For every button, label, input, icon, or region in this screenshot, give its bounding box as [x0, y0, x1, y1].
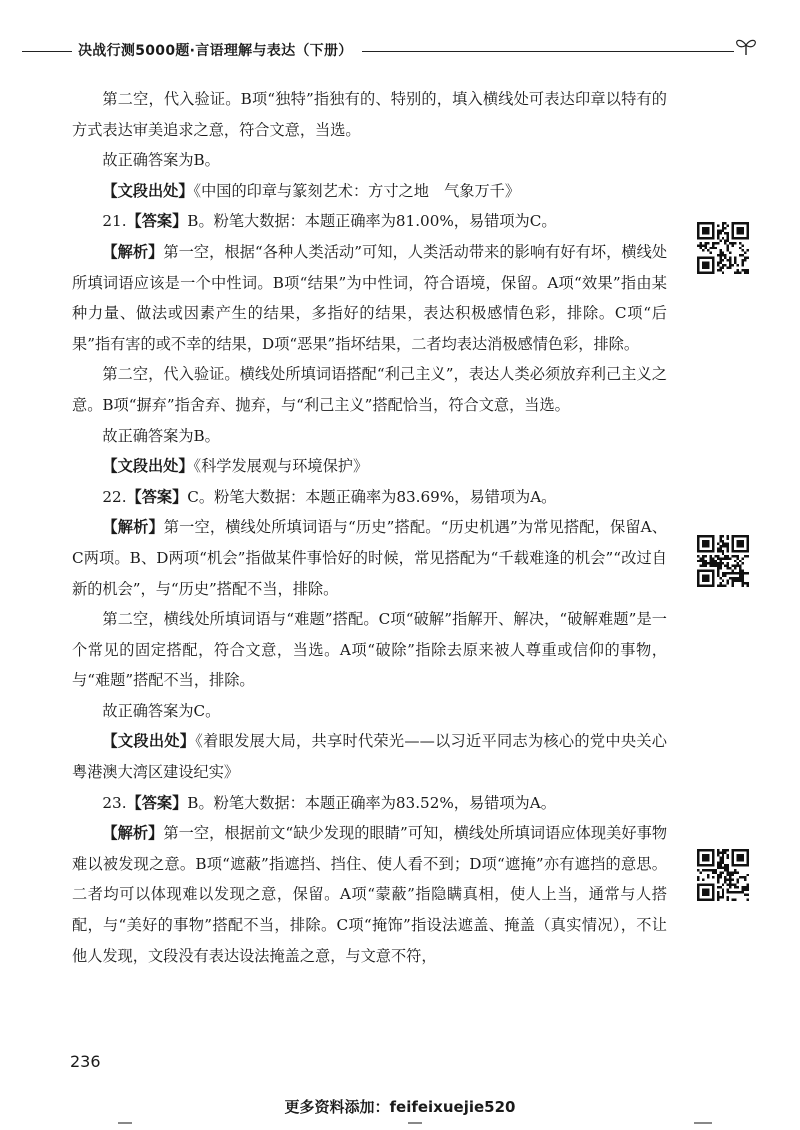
running-header — [0, 30, 800, 60]
analysis-paragraph: 【解析】第一空，横线处所填词语与“历史”搭配。“历史机遇”为常见搭配，保留A、C两项。B、D两项“机会”指做某件事恰好的时候，常见搭配为“千载难逢的机会”“改过自新的机会”，与“历史”搭配不当，排除。 — [72, 518, 667, 598]
source-tag: 【文段出处】 — [102, 732, 196, 751]
page-body — [72, 84, 667, 971]
footer-note: 更多资料添加：feifeixuejie520 — [284, 1098, 516, 1116]
source-tag: 【文段出处】 — [102, 181, 194, 200]
source-line: 【文段出处】《着眼发展大局，共享时代荣光——以习近平同志为核心的党中央关心粤港澳大湾区建设纪实》 — [72, 732, 667, 782]
qr-code-icon[interactable] — [697, 535, 749, 587]
paragraph: 故正确答案为C。 — [102, 701, 221, 720]
scan-speck — [118, 1122, 132, 1124]
answer-tag: 【答案】 — [126, 212, 188, 231]
answer-tag: 【答案】 — [126, 487, 188, 506]
qr-code-icon[interactable] — [697, 849, 749, 901]
analysis-tag: 【解析】 — [102, 824, 164, 843]
answer-line-23: 23.【答案】B。粉笔大数据：本题正确率为83.52%，易错项为A。 — [102, 793, 556, 812]
answer-line-22: 22.【答案】C。粉笔大数据：本题正确率为83.69%，易错项为A。 — [102, 487, 557, 506]
answer-tag: 【答案】 — [126, 793, 188, 812]
paragraph: 第二空，代入验证。B项“独特”指独有的、特别的，填入横线处可表达印章以特有的方式表达审美追求之意，符合文意，当选。 — [72, 90, 667, 139]
header-rule-left — [22, 51, 72, 52]
paragraph: 第二空，代入验证。横线处所填词语搭配“利己主义”，表达人类必须放弃利己主义之意。B项“摒弃”指舍弃、抛弃，与“利己主义”搭配恰当，符合文意，当选。 — [72, 365, 667, 414]
header-title: 决战行测5000题·言语理解与表达（下册） — [78, 43, 353, 59]
paragraph: 故正确答案为B。 — [102, 151, 220, 170]
scan-speck — [408, 1122, 422, 1124]
source-tag: 【文段出处】 — [102, 457, 194, 476]
qr-code-icon[interactable] — [697, 222, 749, 274]
paragraph: 第二空，横线处所填词语与“难题”搭配。C项“破解”指解开、解决，“破解难题”是一个常见的固定搭配，符合文意，当选。A项“破除”指除去原来被人尊重或信仰的事物，与“难题”搭配不当，排除。 — [72, 610, 667, 690]
scan-speck — [694, 1122, 712, 1124]
analysis-tag: 【解析】 — [102, 242, 164, 261]
sprout-icon — [734, 36, 758, 56]
analysis-paragraph: 【解析】第一空，根据前文“缺少发现的眼睛”可知，横线处所填词语应体现美好事物难以被发现之意。B项“遮蔽”指遮挡、挡住、使人看不到；D项“遮掩”亦有遮挡的意思。二者均可以体现难以发现之意，保留。A项“蒙蔽”指隐瞒真相，使人上当，通常与人搭配，与“美好的事物”搭配不当，排除。C项“掩饰”指设法遮盖、掩盖（真实情况），不让他人发现，文段没有表达设法掩盖之意，与文意不符， — [72, 824, 668, 965]
analysis-tag: 【解析】 — [102, 518, 164, 537]
answer-line-21: 21.【答案】B。粉笔大数据：本题正确率为81.00%，易错项为C。 — [102, 212, 557, 231]
header-rule-right — [362, 51, 734, 52]
analysis-paragraph: 【解析】第一空，根据“各种人类活动”可知，人类活动带来的影响有好有坏，横线处所填词语应该是一个中性词。B项“结果”为中性词，符合语境，保留。A项“效果”指由某种力量、做法或因素产生的结果，多指好的结果，表达积极感情色彩，排除。C项“后果”指有害的或不幸的结果，D项“恶果”指坏结果，二者均表达消极感情色彩，排除。 — [72, 242, 668, 353]
source-line: 【文段出处】《中国的印章与篆刻艺术：方寸之地 气象万千》 — [102, 181, 521, 200]
source-line: 【文段出处】《科学发展观与环境保护》 — [102, 457, 369, 476]
paragraph: 故正确答案为B。 — [102, 426, 220, 445]
page-number: 236 — [70, 1052, 101, 1071]
